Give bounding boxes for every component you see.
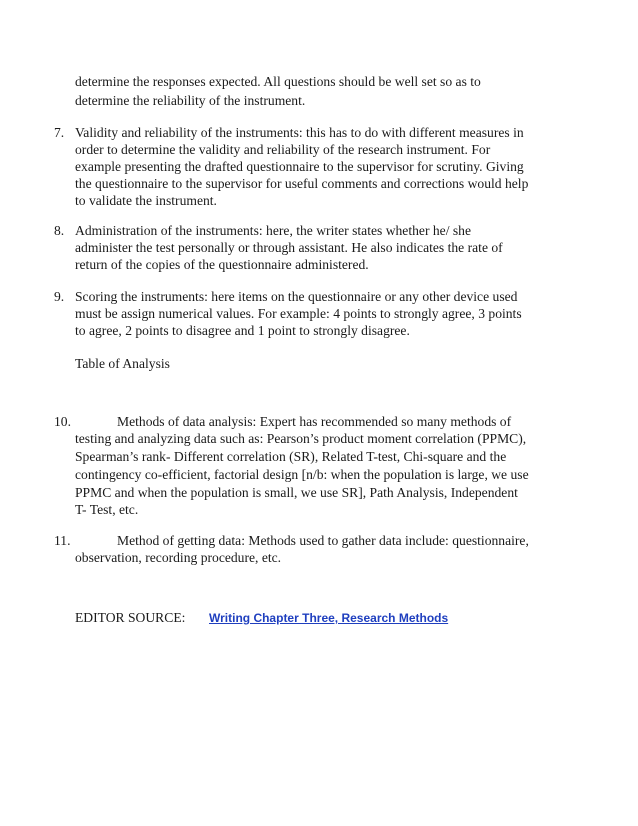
editor-source-link[interactable]: Writing Chapter Three, Research Methods xyxy=(209,611,449,625)
list-item-line: return of the copies of the questionnaire administered. xyxy=(75,257,369,272)
list-item-line: Spearman’s rank- Different correlation (SR), Related T-test, Chi-square and the xyxy=(75,449,507,464)
list-item-line: to validate the instrument. xyxy=(75,193,217,208)
list-item-number: 10. xyxy=(54,414,71,429)
list-item-line: must be assign numerical values. For example: 4 points to strongly agree, 3 points xyxy=(75,306,522,321)
list-item-line: PPMC and when the population is small, we use SR], Path Analysis, Independent xyxy=(75,485,518,500)
list-item-line: observation, recording procedure, etc. xyxy=(75,550,282,565)
list-item-line: the questionnaire to the supervisor for useful comments and corrections would help xyxy=(75,176,529,191)
list-item-line: testing and analyzing data such as: Pearson’s product moment correlation (PPMC), xyxy=(75,431,527,446)
list-item-line: Method of getting data: Methods used to gather data include: questionnaire, xyxy=(117,533,529,548)
list-item-line: contingency co-efficient, factorial design [n/b: when the population is large, we use xyxy=(75,467,529,482)
list-item-line: order to determine the validity and reliability of the research instrument. For xyxy=(75,142,491,157)
intro-line: determine the reliability of the instrument. xyxy=(75,93,306,108)
list-item-number: 9. xyxy=(54,289,65,304)
editor-source-label: EDITOR SOURCE: xyxy=(75,610,186,625)
list-item-line: T- Test, etc. xyxy=(75,502,139,517)
list-item-number: 7. xyxy=(54,125,65,140)
list-item-line: example presenting the drafted questionnaire to the supervisor for scrutiny. Giving xyxy=(75,159,524,174)
list-item-line: to agree, 2 points to disagree and 1 point to strongly disagree. xyxy=(75,323,410,338)
list-item-number: 11. xyxy=(54,533,71,548)
list-item-line: Methods of data analysis: Expert has recommended so many methods of xyxy=(117,414,512,429)
list-item-line: Administration of the instruments: here, the writer states whether he/ she xyxy=(75,223,472,238)
list-item-line: administer the test personally or through assistant. He also indicates the rate of xyxy=(75,240,503,255)
list-item-number: 8. xyxy=(54,223,65,238)
intro-line: determine the responses expected. All questions should be well set so as to xyxy=(75,74,481,89)
list-item-line: Validity and reliability of the instruments: this has to do with different measures in xyxy=(75,125,524,140)
table-of-analysis-heading: Table of Analysis xyxy=(75,356,170,371)
list-item-line: Scoring the instruments: here items on the questionnaire or any other device used xyxy=(75,289,518,304)
